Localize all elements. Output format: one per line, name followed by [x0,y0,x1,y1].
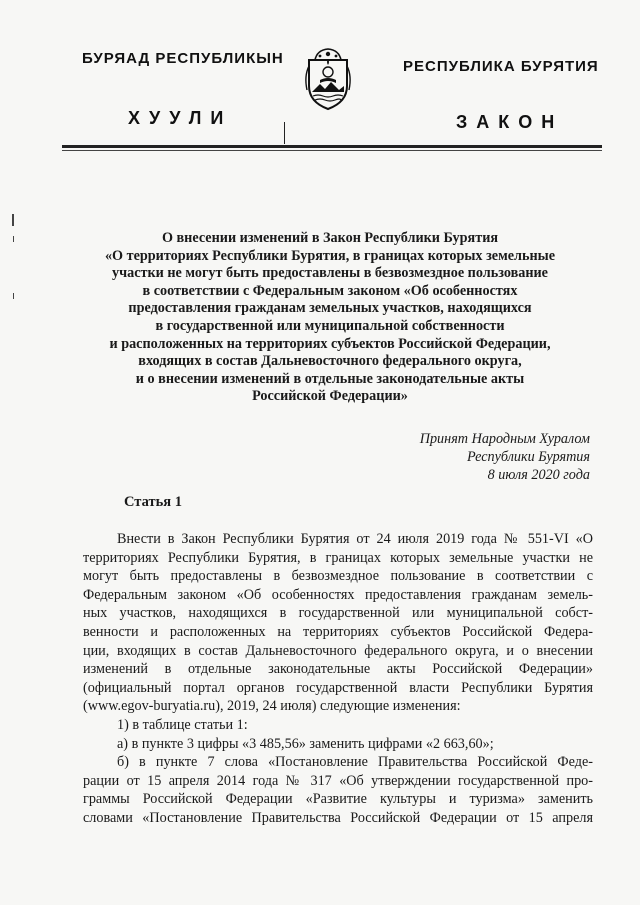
adoption-note [420,430,590,484]
body-line: ных участков, находящихся в государственной или муниципальной собст- [83,605,593,622]
title-line: «О территориях Республики Бурятия, в границах которых земельные [104,247,556,264]
scan-mark [13,236,14,242]
body-line: б) в пункте 7 слова «Постановление Правительства Российской Феде- [117,754,593,771]
header-right-org: РЕСПУБЛИКА БУРЯТИЯ [403,58,599,75]
title-line: О внесении изменений в Закон Республики Бурятия [161,230,499,246]
body-line: Внести в Закон Республики Бурятия от 24 июля 2019 года № 551-VI «О [117,531,593,547]
body-line: 1) в таблице статьи 1: [117,716,248,733]
adoption-line: Принят Народным Хуралом [419,431,590,447]
body-line: (официальный портал органов государственной власти Республики Бурятия [83,679,593,696]
coat-of-arms-icon [303,46,353,112]
article-heading: Статья 1 [124,494,182,510]
body-line: а) в пункте 3 цифры «3 485,56» заменить цифрами «2 663,60»; [117,735,494,752]
title-line: Российской Федерации» [252,388,408,405]
scan-mark [13,293,14,299]
adoption-line: 8 июля 2020 года [487,467,590,483]
header-rule-thick [62,145,602,148]
body-line: изменений в отдельные законодательные акты Российской Федерации» [83,661,593,678]
header-right-doc-type: ЗАКОН [456,112,564,132]
body-line: Федеральным законом «Об особенностях предоставления гражданам земель- [83,586,593,603]
body-line: ции, входящих в состав Дальневосточного федерального округа, и о внесении [83,642,593,659]
body-line: венности и расположенных на территориях субъектов Российской Федера- [83,623,593,640]
article-body [83,530,593,828]
law-title [80,230,580,406]
header-rule-thin [62,150,602,151]
body-line: территориях Республики Бурятия, в границах которых земельные участки не [83,549,593,566]
title-line: в соответствии с Федеральным законом «Об особенностях [142,282,518,299]
title-line: входящих в состав Дальневосточного федерального округа, [138,353,522,370]
body-line: граммы Российской Федерации «Развитие культуры и туризма» заменить [83,791,593,808]
body-line: могут быть предоставлены в безвозмездное пользование в соответствии с [83,568,593,585]
title-line: и о внесении изменений в отдельные законодательные акты [135,370,525,387]
body-line: словами «Постановление Правительства Российской Федерации от 15 апреля [83,809,593,826]
header-left-org: БУРЯАД РЕСПУБЛИКЫН [82,50,284,67]
title-line: и расположенных на территориях субъектов Российской Федерации, [109,335,551,352]
title-line: предоставления гражданам земельных участков, находящихся [128,300,532,317]
scan-mark [12,214,14,226]
header-divider [284,122,285,144]
title-line: в государственной или муниципальной собственности [155,317,505,334]
header-left-doc-type: ХУУЛИ [128,108,233,128]
body-line: (www.egov-buryatia.ru), 2019, 24 июля) следующие изменения: [83,698,461,715]
body-line: рации от 15 апреля 2014 года № 317 «Об утверждении государственной про- [83,772,593,789]
title-line: участки не могут быть предоставлены в безвозмездное пользование [112,265,548,282]
adoption-line: Республики Бурятия [466,449,590,465]
